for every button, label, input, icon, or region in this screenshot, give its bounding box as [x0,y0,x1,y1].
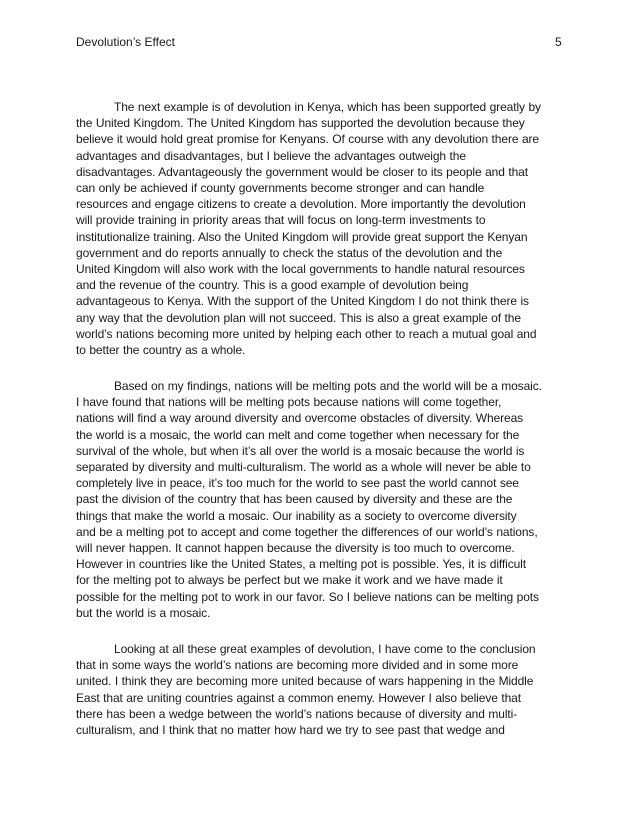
paragraph-line: past the division of the country that has been caused by diversity and these are the [76,492,513,507]
paragraph-kenya-devolution [76,99,576,358]
paragraph-line: the United Kingdom. The United Kingdom has supported the devolution because they [76,116,525,131]
paragraph-line: and the revenue of the country. This is a good example of devolution being [76,278,469,293]
paragraph-line: Looking at all these great examples of devolution, I have come to the conclusion [114,642,536,656]
running-head-title: Devolution’s Effect [76,35,175,49]
paragraph-line: things that make the world a mosaic. Our inability as a society to overcome diversity [76,508,517,523]
paragraph-line: separated by diversity and multi-culturalism. The world as a whole will never be able to [76,460,531,475]
paragraph-line: will provide training in priority areas that will focus on long-term investments to [76,213,486,228]
paragraph-line: completely live in peace, it’s too much for the world to see past the world cannot see [76,476,519,491]
paragraph-line: believe it would hold great promise for Kenyans. Of course with any devolution there are [76,132,539,147]
paragraph-line: the world is a mosaic, the world can melt and come together when necessary for the [76,427,520,442]
paragraph-line: possible for the melting pot to work in our favor. So I believe nations can be melting pots [76,589,539,604]
paragraph-line: and be a melting pot to accept and come together the differences of our world’s nations, [76,524,538,539]
paragraph-line: there has been a wedge between the world’s nations because of diversity and multi- [76,706,518,721]
page-number: 5 [555,35,562,49]
paragraph-line: for the melting pot to always be perfect but we make it work and we have made it [76,573,503,588]
paragraph-line: resources and engage citizens to create a devolution. More importantly the devolution [76,197,526,212]
paragraph-line: I have found that nations will be melting pots because nations will come together, [76,395,502,410]
paragraph-conclusion [76,641,576,738]
paragraph-line: world’s nations becoming more united by helping each other to reach a mutual goal and [76,326,537,341]
paragraph-line: government and do reports annually to check the status of the devolution and the [76,245,503,260]
paragraph-line: United Kingdom will also work with the local governments to handle natural resources [76,262,525,277]
paragraph-line: any way that the devolution plan will not succeed. This is also a great example of the [76,310,521,325]
paragraph-line: disadvantages. Advantageously the government would be closer to its people and that [76,164,528,179]
paragraph-line: will never happen. It cannot happen because the diversity is too much to overcome. [76,541,515,556]
paragraph-line: Based on my findings, nations will be melting pots and the world will be a mosaic. [114,379,542,393]
paragraph-line: can only be achieved if county governments become stronger and can handle [76,181,485,196]
paragraph-line: nations will find a way around diversity and overcome obstacles of diversity. Whereas [76,411,524,426]
paragraph-melting-pot-mosaic [76,378,576,621]
paragraph-line: East that are uniting countries against a common enemy. However I also believe that [76,690,521,705]
paragraph-line: advantageous to Kenya. With the support of the United Kingdom I do not think there is [76,294,529,309]
paragraph-line: advantages and disadvantages, but I believe the advantages outweigh the [76,148,466,163]
paragraph-line: survival of the whole, but when it’s all over the world is a mosaic because the world is [76,443,525,458]
paragraph-line: However in countries like the United States, a melting pot is possible. Yes, it is difficult [76,557,526,572]
paragraph-line: to better the country as a whole. [76,343,246,358]
paragraph-line: institutionalize training. Also the United Kingdom will provide great support the Kenyan [76,229,528,244]
paragraph-line: but the world is a mosaic. [76,605,211,620]
paragraph-line: that in some ways the world’s nations are becoming more divided and in some more [76,658,519,673]
paragraph-line: united. I think they are becoming more united because of wars happening in the Middle [76,674,534,689]
paragraph-line: The next example is of devolution in Kenya, which has been supported greatly by [114,100,541,114]
paragraph-line: culturalism, and I think that no matter how hard we try to see past that wedge and [76,723,505,738]
